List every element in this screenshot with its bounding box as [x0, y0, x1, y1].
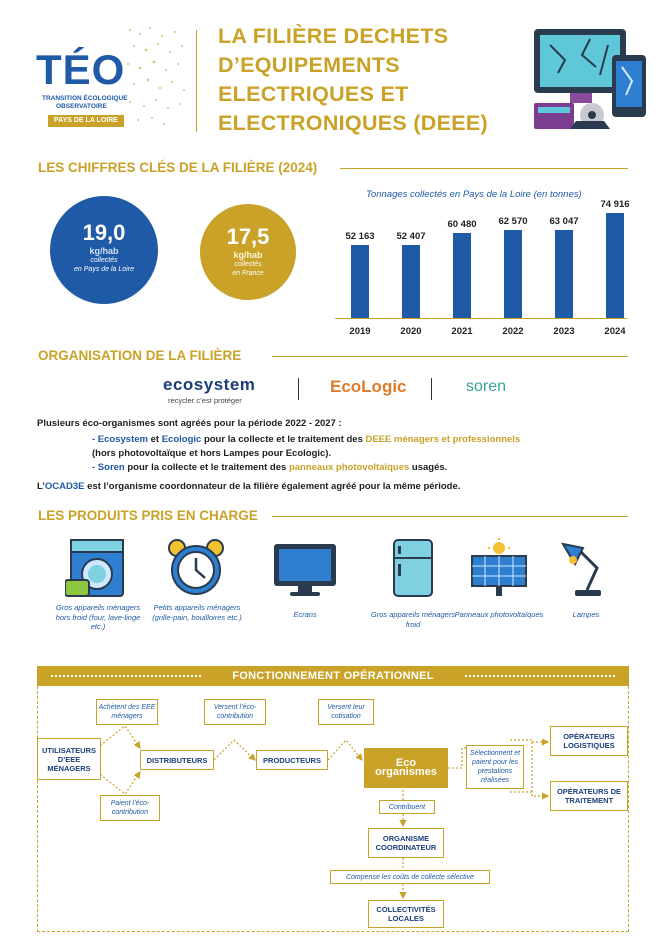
- logo-subtitle-2: OBSERVATOIRE: [56, 103, 107, 110]
- organisation-heading: ORGANISATION DE LA FILIÈRE: [38, 348, 242, 363]
- bar-value-label: 52 407: [396, 231, 426, 242]
- products-heading: LES PRODUITS PRIS EN CHARGE: [38, 508, 258, 523]
- logo-text: TÉO: [36, 46, 126, 93]
- product-label-5: Panneaux photovoltaïques: [454, 610, 544, 619]
- text-fragment: L’: [37, 481, 45, 492]
- page-title-line-3: ELECTRIQUES ET: [218, 82, 409, 106]
- product-label-6: Lampes: [572, 610, 600, 619]
- coordinator-box: ORGANISME COORDINATEUR: [368, 828, 444, 858]
- producers-box: PRODUCTEURS: [256, 750, 328, 770]
- note-buy: Achètent des EEE ménagers: [96, 699, 158, 725]
- text-fragment: est l’organisme coordonnateur de la filière également agréé pour la même période.: [84, 481, 461, 492]
- bar-year-label: 2022: [502, 326, 524, 337]
- treatment-operators-box: OPÉRATEURS DE TRAITEMENT: [550, 781, 628, 811]
- france-figure-unit: kg/hab: [233, 250, 263, 260]
- product-label-2: Petits appareils ménagers (grille-pain, bouilloires etc.): [152, 603, 242, 622]
- region-figure-unit: kg/hab: [89, 246, 119, 256]
- bar-year-label: 2021: [451, 326, 473, 337]
- bar-value-label: 62 570: [498, 216, 528, 227]
- logo-badge: PAYS DE LA LOIRE: [48, 115, 124, 127]
- ecologic-logo: EcoLogic: [330, 377, 407, 396]
- users-box: UTILISATEURS D’EEE MÉNAGERS: [37, 738, 101, 780]
- product-label-3: Ecrans: [293, 610, 317, 619]
- bar-value-label: 60 480: [447, 219, 477, 230]
- organisation-intro: Plusieurs éco-organismes sont agréés pour la période 2022 - 2027 :: [37, 418, 342, 429]
- eco-organisms-box: Eco organismes: [364, 748, 448, 788]
- text-fragment: usagés.: [409, 462, 448, 473]
- logo-subtitle: TRANSITION ÉCOLOGIQUE: [42, 95, 128, 102]
- note-pay: Paient l’éco-contribution: [100, 795, 160, 821]
- product-label-4: Gros appareils ménagers froid: [370, 610, 456, 629]
- page-title-line-4: ELECTRONIQUES (DEEE): [218, 111, 488, 135]
- distributors-box: DISTRIBUTEURS: [140, 750, 214, 770]
- page-title-line-2: D’EQUIPEMENTS: [218, 53, 400, 77]
- bar-year-label: 2020: [400, 326, 422, 337]
- page-title-line-1: LA FILIÈRE DECHETS: [218, 24, 449, 48]
- key-figures-heading: LES CHIFFRES CLÉS DE LA FILIÈRE (2024): [38, 160, 318, 175]
- region-figure-value: 19,0: [82, 220, 126, 245]
- note-select: Sélectionnent et paient pour les prestations réalisées: [466, 745, 524, 789]
- organisation-line-2: (hors photovoltaïque et hors Lampes pour Ecologic).: [92, 448, 332, 459]
- france-figure-desc-2: en France: [232, 270, 264, 277]
- text-fragment: pour la collecte et le traitement des: [201, 434, 366, 445]
- bar-value-label: 74 916: [600, 199, 630, 210]
- note-contribute: Contribuent: [379, 800, 435, 814]
- bar-value-label: 63 047: [549, 216, 579, 227]
- note-pay-distributors: Versent l’éco-contribution: [204, 699, 266, 725]
- ecologic-name: Ecologic: [161, 434, 202, 445]
- bar-value-label: 52 163: [345, 231, 375, 242]
- note-cotisation: Versent leur cotisation: [318, 699, 374, 725]
- region-figure-desc-1: collectés: [90, 257, 118, 264]
- note-compensate: Compense les coûts de collecte sélective: [330, 870, 490, 884]
- bar-year-label: 2023: [553, 326, 575, 337]
- chart-title: Tonnages collectés en Pays de la Loire (en tonnes): [366, 189, 582, 200]
- ecosystem-name: - Ecosystem: [92, 434, 148, 445]
- ecosystem-logo: ecosystem: [163, 375, 256, 394]
- product-label-1: Gros appareils ménagers hors froid (four, lave-linge etc.): [55, 603, 141, 631]
- bar-year-label: 2019: [349, 326, 371, 337]
- bar-year-label: 2024: [604, 326, 626, 337]
- france-figure-desc-1: collectés: [234, 261, 262, 268]
- soren-logo: soren: [466, 378, 507, 395]
- region-figure-desc-2: en Pays de la Loire: [74, 266, 134, 273]
- solar-scope: panneaux photovoltaïques: [288, 462, 410, 473]
- text-fragment: pour la collecte et le traitement des: [124, 462, 289, 473]
- local-communities-box: COLLECTIVITÉS LOCALES: [368, 900, 444, 928]
- ecosystem-tagline: recycler c’est protéger: [168, 396, 242, 405]
- soren-name: - Soren: [92, 462, 125, 473]
- france-figure-value: 17,5: [226, 224, 270, 249]
- logistics-operators-box: OPÉRATEURS LOGISTIQUES: [550, 726, 628, 756]
- deee-scope: DEEE ménagers et professionnels: [365, 434, 521, 445]
- ocad3e-name: OCAD3E: [44, 481, 85, 492]
- text-fragment: et: [147, 434, 162, 445]
- operations-heading: FONCTIONNEMENT OPÉRATIONNEL: [232, 670, 434, 682]
